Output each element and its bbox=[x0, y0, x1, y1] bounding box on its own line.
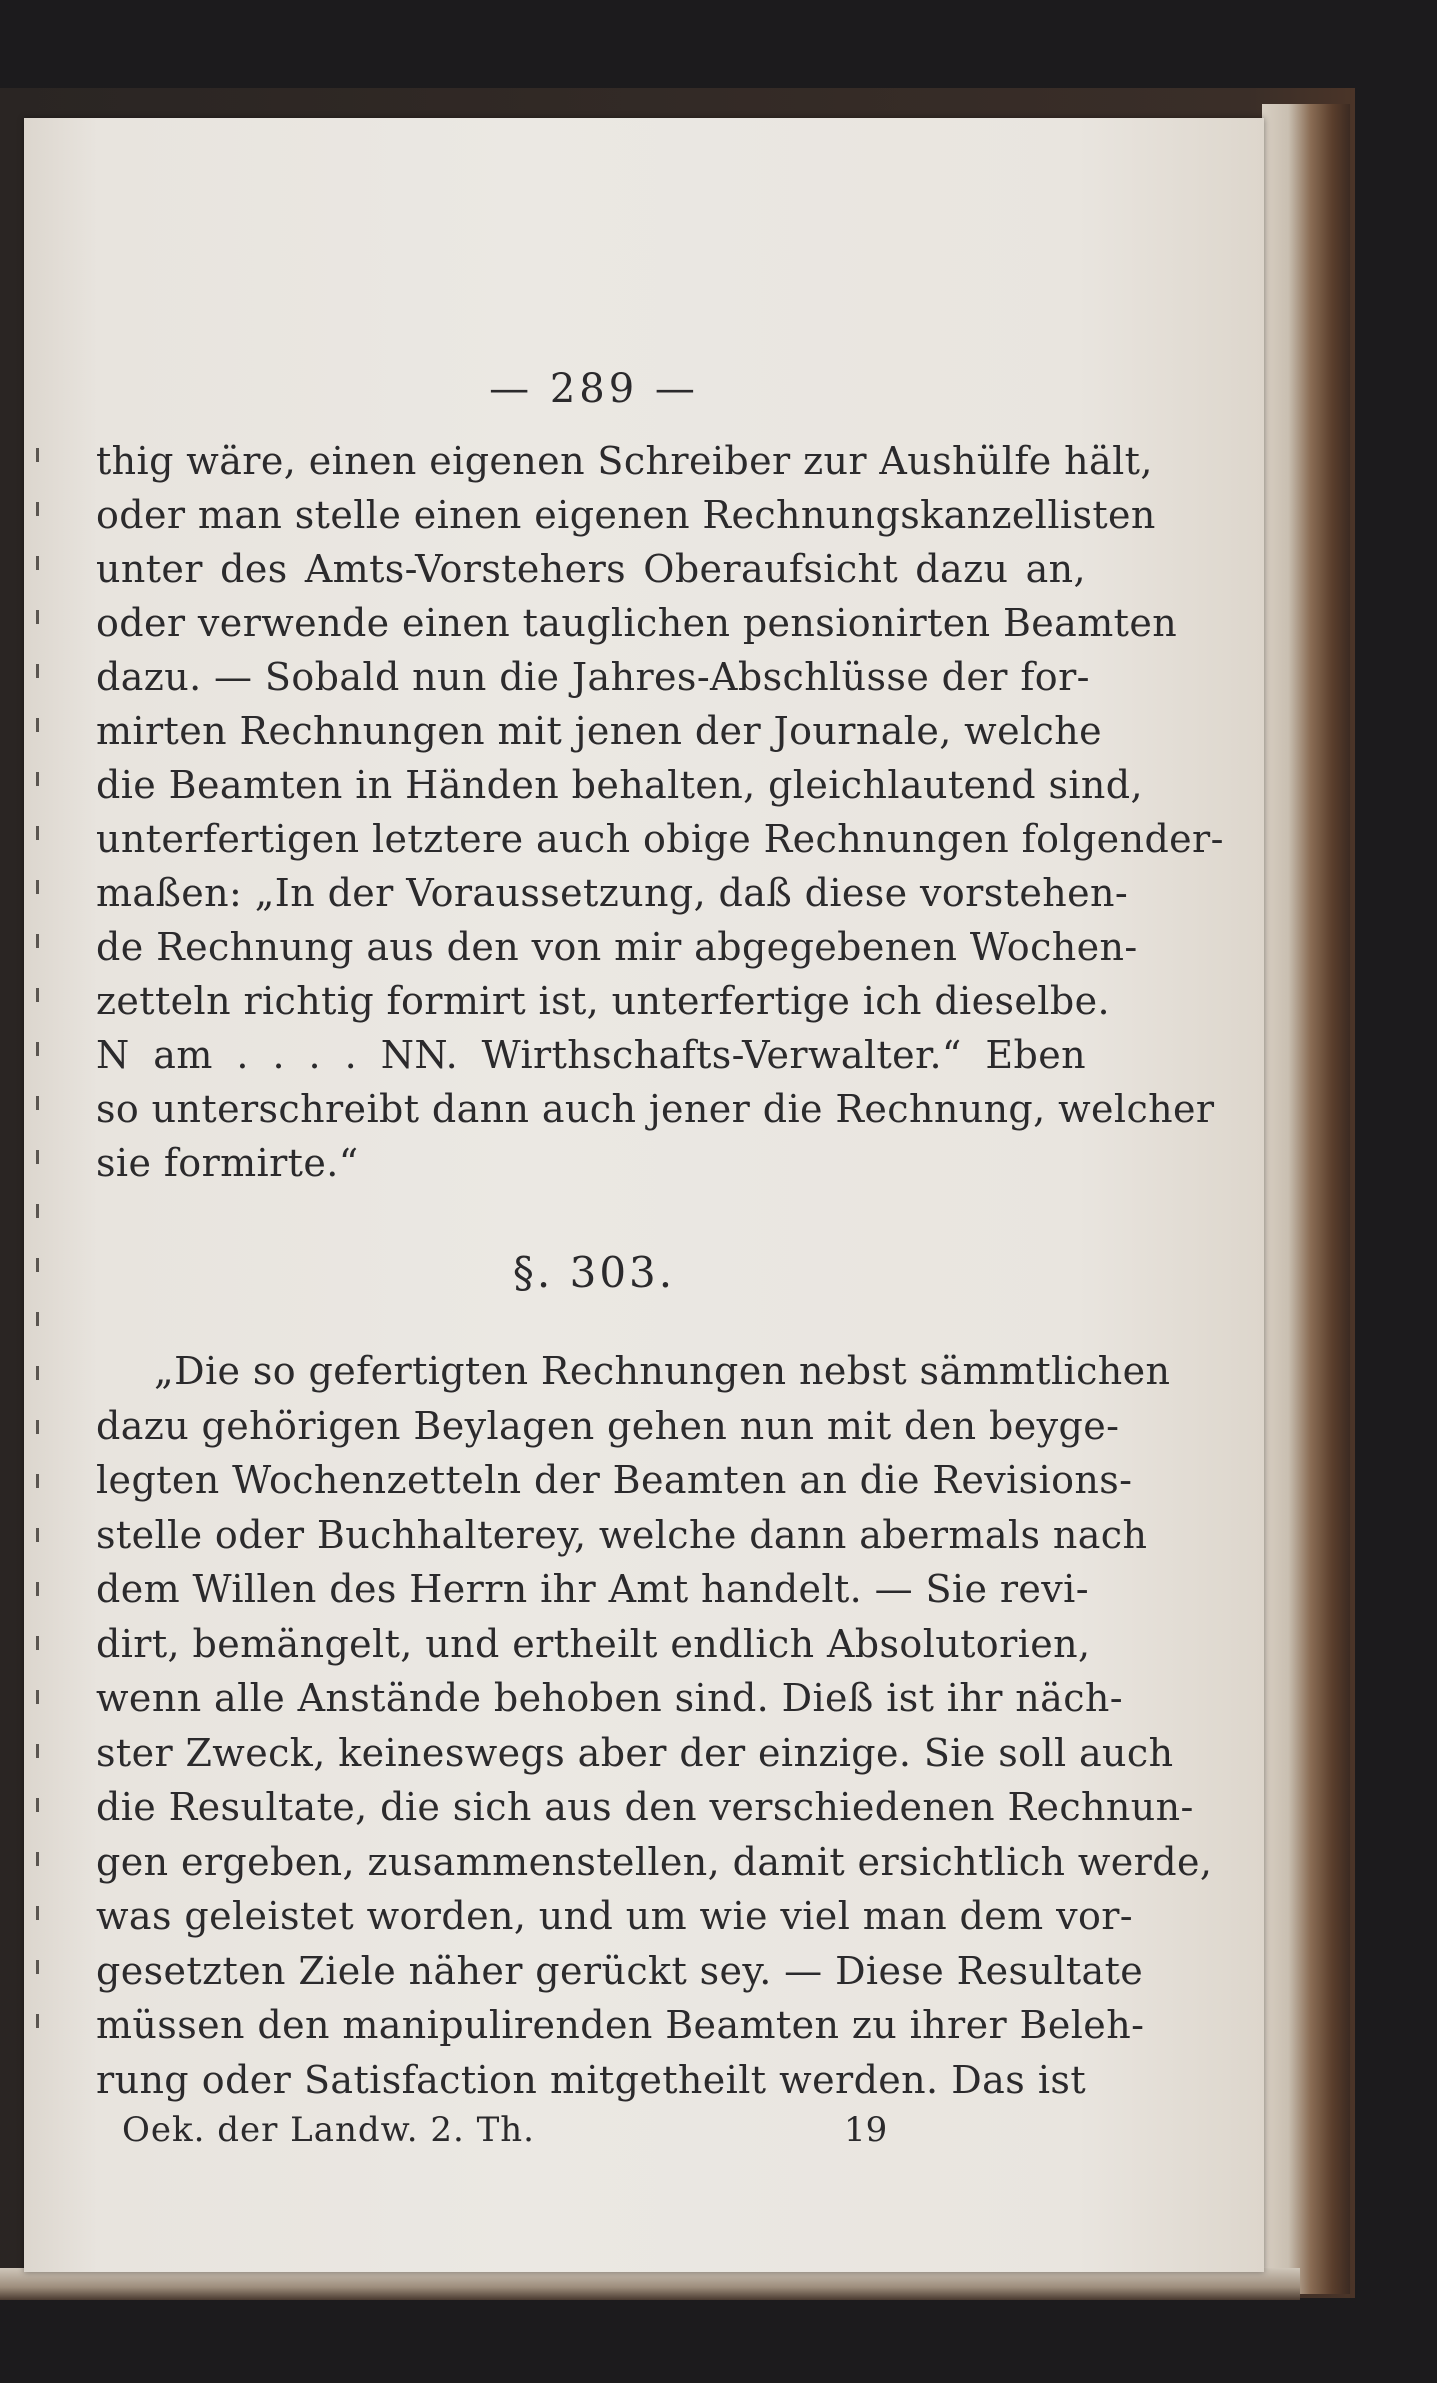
margin-tick bbox=[36, 2014, 39, 2028]
margin-tick bbox=[36, 1852, 39, 1866]
margin-tick bbox=[36, 1204, 39, 1218]
margin-tick bbox=[36, 1042, 39, 1056]
margin-tick bbox=[36, 1744, 39, 1758]
text-line: mirten Rechnungen mit jenen der Journale, welche bbox=[96, 709, 1102, 753]
text-line: dirt, bemängelt, und ertheilt endlich Absolutorien, bbox=[96, 1621, 1091, 1666]
text-line: stelle oder Buchhalterey, welche dann abermals nach bbox=[96, 1512, 1148, 1557]
text-line: unter des Amts-Vorstehers Oberaufsicht dazu an, bbox=[96, 547, 1086, 591]
margin-tick bbox=[36, 826, 39, 840]
text-line: unterfertigen letztere auch obige Rechnungen folgender- bbox=[96, 817, 1224, 861]
margin-tick bbox=[36, 988, 39, 1002]
margin-tick bbox=[36, 1906, 39, 1920]
margin-tick bbox=[36, 1960, 39, 1974]
margin-tick bbox=[36, 502, 39, 516]
signature-mark: Oek. der Landw. 2. Th. bbox=[122, 2110, 535, 2150]
text-line: sie formirte.“ bbox=[96, 1141, 359, 1185]
margin-marks bbox=[32, 448, 50, 2068]
text-line: die Resultate, die sich aus den verschiedenen Rechnun- bbox=[96, 1785, 1194, 1829]
text-line: zetteln richtig formirt ist, unterfertige ich dieselbe. bbox=[96, 979, 1110, 1023]
margin-tick bbox=[36, 610, 39, 624]
text-line: ster Zweck, keineswegs aber der einzige. Sie soll auch bbox=[96, 1730, 1174, 1775]
text-line: gen ergeben, zusammenstellen, damit ersichtlich werde, bbox=[96, 1839, 1213, 1884]
book-page bbox=[24, 118, 1264, 2272]
margin-tick bbox=[36, 1528, 39, 1542]
margin-tick bbox=[36, 448, 39, 462]
margin-tick bbox=[36, 1582, 39, 1596]
margin-tick bbox=[36, 880, 39, 894]
text-line: dazu. — Sobald nun die Jahres-Abschlüsse der for- bbox=[96, 655, 1090, 699]
margin-tick bbox=[36, 1312, 39, 1326]
margin-tick bbox=[36, 1798, 39, 1812]
margin-tick bbox=[36, 1690, 39, 1704]
margin-tick bbox=[36, 1420, 39, 1434]
text-line: dem Willen des Herrn ihr Amt handelt. — Sie revi- bbox=[96, 1567, 1089, 1611]
text-line: legten Wochenzetteln der Beamten an die Revisions- bbox=[96, 1458, 1133, 1502]
text-line: oder man stelle einen eigenen Rechnungskanzellisten bbox=[96, 493, 1156, 537]
margin-tick bbox=[36, 1258, 39, 1272]
text-line: gesetzten Ziele näher gerückt sey. — Diese Resultate bbox=[96, 1948, 1144, 1993]
text-line: rung oder Satisfaction mitgetheilt werden. Das ist bbox=[96, 2057, 1086, 2102]
text-line: wenn alle Anstände behoben sind. Dieß ist ihr näch- bbox=[96, 1676, 1123, 1720]
text-line: thig wäre, einen eigenen Schreiber zur Aushülfe hält, bbox=[96, 439, 1153, 483]
margin-tick bbox=[36, 1096, 39, 1110]
text-line: was geleistet worden, und um wie viel man dem vor- bbox=[96, 1894, 1134, 1938]
text-line: die Beamten in Händen behalten, gleichlautend sind, bbox=[96, 763, 1144, 807]
sheet-number: 19 bbox=[844, 2110, 888, 2150]
page-stack-bottom bbox=[0, 2268, 1300, 2300]
margin-tick bbox=[36, 556, 39, 570]
page-number-header: — 289 — bbox=[489, 366, 699, 412]
margin-tick bbox=[36, 1636, 39, 1650]
margin-tick bbox=[36, 718, 39, 732]
margin-tick bbox=[36, 664, 39, 678]
text-line: so unterschreibt dann auch jener die Rechnung, welcher bbox=[96, 1087, 1215, 1131]
margin-tick bbox=[36, 1150, 39, 1164]
section-heading: §. 303. bbox=[512, 1248, 676, 1297]
text-line: dazu gehörigen Beylagen gehen nun mit den beyge- bbox=[96, 1403, 1120, 1448]
text-line: „Die so gefertigten Rechnungen nebst sämmtlichen bbox=[154, 1349, 1171, 1393]
margin-tick bbox=[36, 772, 39, 786]
text-line: müssen den manipulirenden Beamten zu ihrer Beleh- bbox=[96, 2003, 1145, 2047]
margin-tick bbox=[36, 1474, 39, 1488]
text-line: N am . . . . NN. Wirthschafts-Verwalter.“ Eben bbox=[96, 1033, 1086, 1077]
page-stack-edge bbox=[1262, 104, 1350, 2294]
text-line: maßen: „In der Voraussetzung, daß diese vorstehen- bbox=[96, 871, 1129, 915]
margin-tick bbox=[36, 1366, 39, 1380]
text-line: de Rechnung aus den von mir abgegebenen Wochen- bbox=[96, 925, 1138, 969]
margin-tick bbox=[36, 934, 39, 948]
text-line: oder verwende einen tauglichen pensionirten Beamten bbox=[96, 601, 1178, 645]
